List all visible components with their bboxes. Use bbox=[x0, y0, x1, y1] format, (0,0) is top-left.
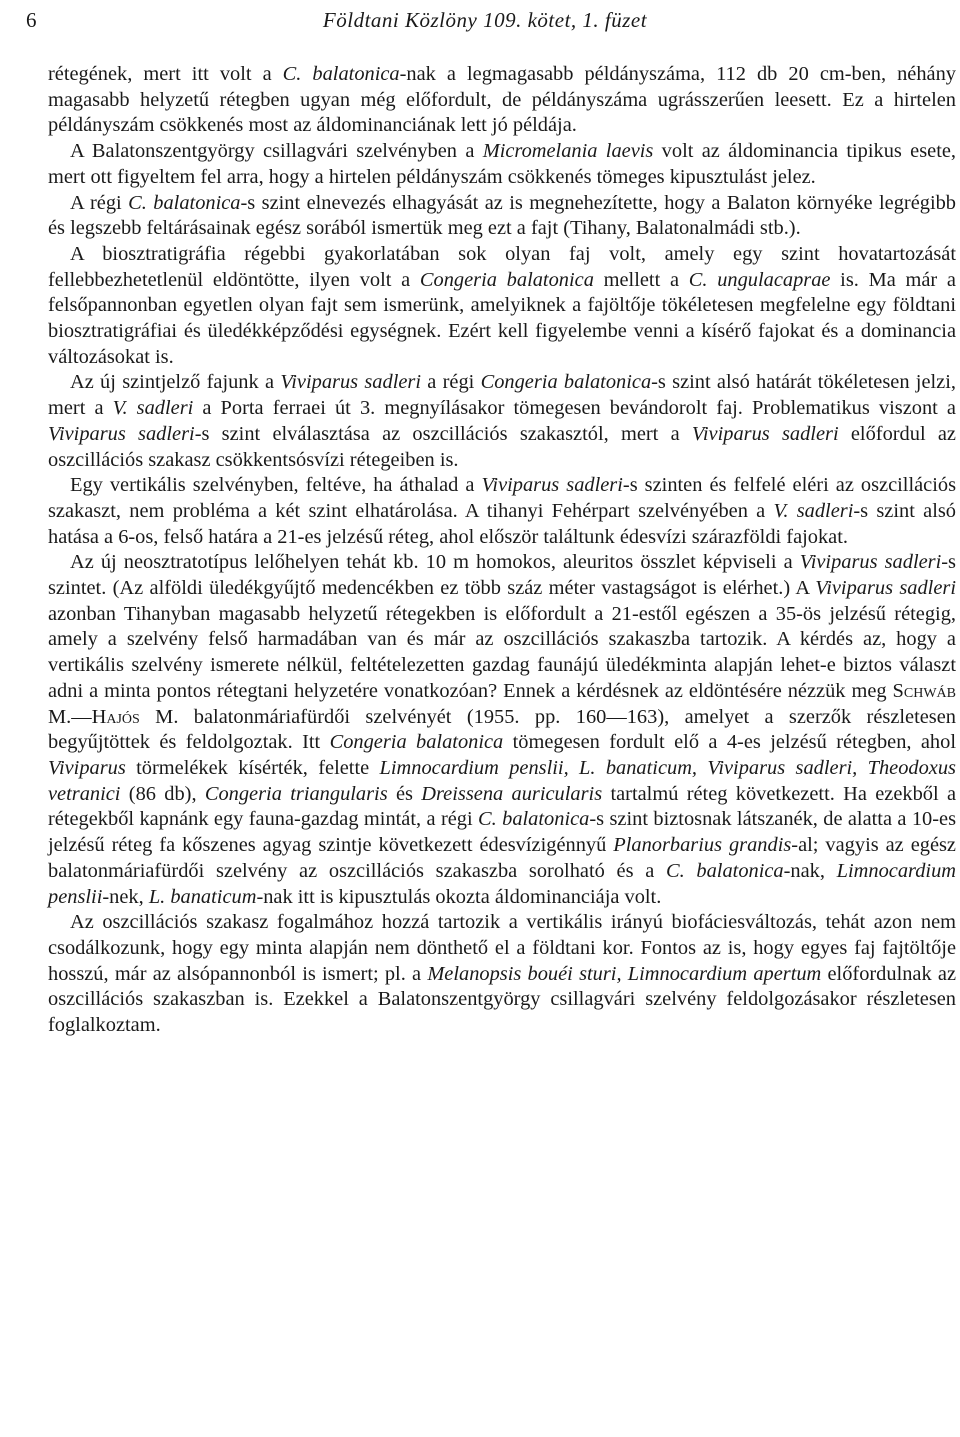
text-run: M. balatonmáriafürdői szelvényét (1955. pp. 160—163), amelyet a szerzők részletesen begyűjtöttek és feldolgoztak. Itt bbox=[48, 705, 956, 754]
text-run: és bbox=[387, 782, 422, 805]
running-head: Földtani Közlöny 109. kötet, 1. füzet bbox=[322, 8, 648, 32]
text-run: -nak, bbox=[783, 859, 837, 882]
italic-run: Melanopsis bouéi sturi, Limnocardium apertum bbox=[427, 962, 822, 985]
text-run: -s szint alsó hatása a 6-os, felső határa a 21-es jelzésű réteg, ahol először találtunk édesvízi szárazföldi fajokat. bbox=[48, 499, 956, 548]
text-run: előfordulnak az oszcillációs szakaszban is. Ezekkel a Balatonszentgyörgy csillagvári szelvény feldolgozásakor részletesen foglalkoztam. bbox=[48, 962, 956, 1037]
italic-run: Planorbarius grandis bbox=[613, 834, 792, 857]
italic-run: C. balatonica bbox=[478, 808, 590, 831]
body-text bbox=[48, 62, 956, 1039]
page-number: 6 bbox=[26, 8, 37, 32]
text-run: tartalmú réteg következett. Ha ezekből a rétegekből kapnánk egy fauna-gazdag mintát, a régi bbox=[48, 782, 956, 831]
paragraph bbox=[48, 370, 956, 473]
italic-run: Viviparus sadleri bbox=[799, 551, 942, 574]
text-run: -s szint alsó határát tökéletesen jelzi, mert a bbox=[48, 371, 956, 420]
text-run: -nak a legmagasabb példányszáma, 112 db 20 cm-ben, néhány magasabb helyzetű rétegben ugyan még előfordult, de példányszáma ugrásszerűen leesett. Ez a hirtelen példányszám csökkenés most az áldominanciának lett jó példája. bbox=[48, 63, 956, 137]
italic-run: C. balatonica bbox=[282, 63, 400, 85]
paragraph bbox=[48, 910, 956, 1039]
italic-run: Congeria balatonica bbox=[329, 731, 504, 754]
paragraph bbox=[48, 550, 956, 910]
italic-run: C. ungulacaprae bbox=[688, 268, 831, 291]
italic-run: Congeria balatonica bbox=[419, 268, 594, 291]
text-run: (86 db), bbox=[120, 782, 205, 805]
text-run: a Porta ferraei út 3. megnyílásakor tömegesen bevándorolt faj. Problematikus viszont a bbox=[193, 397, 956, 420]
text-run: A biosztratigráfia régebbi gyakorlatában sok olyan faj volt, amely egy szint hovatartozását fellebbezhetetlenül eldöntötte, ilyen volt a bbox=[48, 242, 956, 291]
text-run: A Balatonszentgyörgy csillagvári szelvényben a bbox=[70, 140, 483, 163]
text-run: volt az áldominancia tipikus esete, mert ott figyeltem fel arra, hogy a hirtelen példányszám csökkenés tömeges kipusztulást jelez. bbox=[48, 140, 957, 188]
author-name: Hajós bbox=[91, 705, 140, 728]
text-run: -nak itt is kipusztulás okozta áldominanciája volt. bbox=[256, 885, 662, 908]
text-run: M.— bbox=[48, 705, 92, 728]
italic-run: V. sadleri bbox=[112, 397, 194, 420]
italic-run: C. balatonica bbox=[665, 859, 784, 882]
italic-run: L. banaticum bbox=[148, 885, 257, 908]
text-run: rétegének, mert itt volt a bbox=[48, 63, 283, 85]
italic-run: Limnocardium penslii, L. banaticum, Viviparus sadleri, Theodoxus vetranici bbox=[48, 756, 956, 805]
italic-run: Congeria balatonica bbox=[480, 371, 652, 394]
paragraph bbox=[48, 191, 956, 242]
text-run: -s szint elnevezés elhagyását az is megnehezítette, hogy a Balaton környéke legrégibb és legszebb feltárásainak egész sorából ismertük meg ezt a fajt (Tihany, Balatonalmádi stb.). bbox=[48, 191, 956, 240]
page-header bbox=[20, 6, 950, 36]
text-run: -s szint elválasztása az oszcillációs szakasztól, mert a bbox=[194, 422, 692, 445]
text-run: azonban Tihanyban magasabb helyzetű rétegekben is előfordult a 21-estől egészen a 35-ös jelzésű rétegig, amely a szelvény felső harmadában van és már az oszcillációs szakaszba tartozik. A kérdés az, hogy a vertikális szelvény ismerete nélkül, feltételezetten gazdag faunájú üledékminta alapján lehet-e biztos választ adni a minta pontos rétegtani helyzetére vonatkozóan? Ennek a kérdésnek az eldöntésére nézzük meg bbox=[48, 602, 956, 702]
text-run: Az új szintjelző fajunk a bbox=[70, 371, 281, 394]
paragraph bbox=[48, 139, 956, 190]
italic-run: Limnocardium penslii bbox=[48, 859, 956, 908]
text-run: -al; vagyis az egész balatonmáriafürdői szelvény az oszcillációs szakaszba sorolható és a bbox=[48, 834, 956, 882]
italic-run: Viviparus sadleri bbox=[48, 422, 195, 445]
italic-run: Micromelania laevis bbox=[482, 140, 654, 163]
text-run: tömegesen fordult elő a 4-es jelzésű rétegben, ahol bbox=[503, 731, 956, 754]
text-run: Egy vertikális szelvényben, feltéve, ha áthalad a bbox=[70, 474, 482, 497]
text-run: is. Ma már a felsőpannonban egyetlen olyan fajt sem ismerünk, amelyiknek a fajöltője tökéletesen megfelelne egy földtani biosztratigráfiai és üledékképződési egységnek. Ezért kell figyelembe venni a kísérő fajokat és a dominancia változásokat is. bbox=[48, 268, 956, 368]
paragraph bbox=[48, 473, 956, 550]
italic-run: V. sadleri bbox=[773, 499, 854, 522]
text-run: -s szinten és felfelé eléri az oszcillációs szakaszt, nem probléma a két szint elhatárolása. A tihanyi Fehérpart szelvényében a bbox=[48, 474, 957, 522]
text-run: A régi bbox=[70, 191, 129, 214]
text-run: -s szint biztosnak látszanék, de alatta a 10-es jelzésű réteg fa kőszenes agyag szintje következett édesvízigénnyű bbox=[48, 808, 957, 857]
text-run: a régi bbox=[421, 371, 481, 394]
text-run: mellett a bbox=[593, 268, 689, 291]
paragraph bbox=[48, 62, 956, 139]
text-run: -nek, bbox=[102, 885, 149, 908]
text-run: Az oszcillációs szakasz fogalmához hozzá tartozik a vertikális irányú biofáciesváltozás, tehát azon nem csodálkozunk, hogy egy minta alapján nem dönthető el a földtani kor. Fontos az is, hogy egyes faj fajtöltője hosszú, már az alsópannonból is ismert; pl. a bbox=[48, 911, 956, 985]
paragraph bbox=[48, 242, 956, 371]
italic-run: Viviparus sadleri bbox=[481, 474, 623, 497]
italic-run: Viviparus sadleri bbox=[691, 422, 839, 445]
italic-run: Viviparus bbox=[48, 756, 126, 779]
author-name: Schwáb bbox=[892, 679, 956, 702]
text-run: előfordul az oszcillációs szakasz csökkentsósvízi rétegeiben is. bbox=[48, 422, 956, 471]
text-run: -s szintet. (Az alföldi üledékgyűjtő medencékben ez több száz méter vastagságot is elérhet.) A bbox=[48, 551, 956, 600]
italic-run: Viviparus sadleri bbox=[815, 577, 956, 600]
italic-run: Viviparus sadleri bbox=[280, 371, 422, 394]
italic-run: Dreissena auricularis bbox=[421, 782, 603, 805]
text-run: törmelékek kísérték, felette bbox=[125, 756, 380, 779]
italic-run: Congeria triangularis bbox=[204, 782, 388, 805]
text-run: Az új neosztratotípus lelőhelyen tehát kb. 10 m homokos, aleuritos összlet képviseli a bbox=[70, 551, 800, 574]
italic-run: C. balatonica bbox=[128, 191, 241, 214]
